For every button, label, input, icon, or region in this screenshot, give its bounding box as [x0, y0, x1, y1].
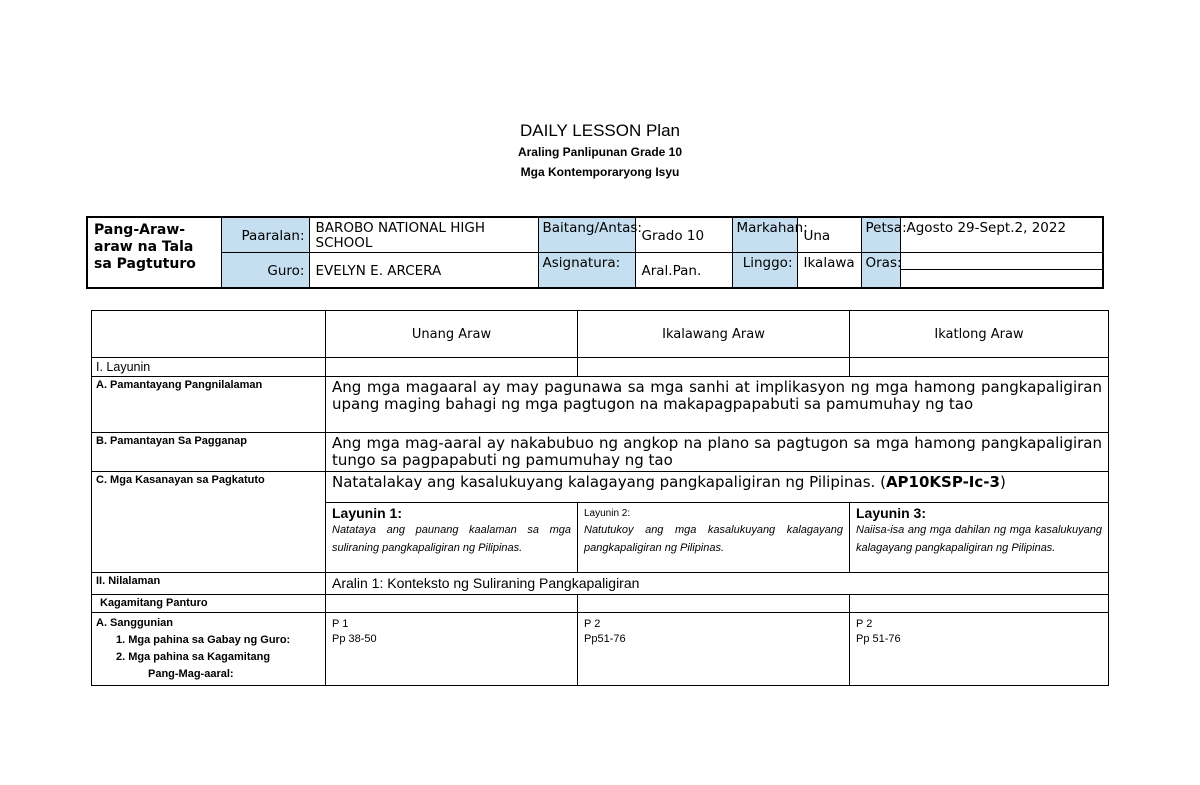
pamantayang-text: Ang mga magaaral ay may pagunawa sa mga sanhi at implikasyon ng mga hamong pangkapaligiran upang maging bahagi ng mga pagtugon na makapagpapabuti sa pamumuhay ng tao — [326, 377, 1109, 433]
document-title: DAILY LESSON Plan — [519, 121, 680, 140]
subject-grade: Araling Panlipunan Grade 10 — [517, 145, 683, 159]
kasanayan-label: C. Mga Kasanayan sa Pagkatuto — [92, 472, 326, 573]
pagganap-label: B. Pamantayan Sa Pagganap — [92, 433, 326, 472]
paaralan-value: BAROBO NATIONAL HIGH SCHOOL — [309, 217, 538, 252]
ref-2-pp: Pp51-76 — [584, 633, 626, 645]
pamantayang-label: A. Pamantayang Pangnilalaman — [92, 377, 326, 433]
objective-1-title: Layunin 1: — [332, 505, 403, 521]
objective-1-text: Natataya ang paunang kaalaman sa mga suliraning pangkapaligiran ng Pilipinas. — [332, 524, 571, 554]
ref-1-p: P 1 — [332, 618, 349, 630]
pagganap-text: Ang mga mag-aaral ay nakabubuo ng angkop na plano sa pagtugon sa mga hamong pangkapaligiran tungo sa pagpapabuti ng pamumuhay ng tao — [326, 433, 1109, 472]
kasanayan-cell — [326, 472, 1109, 503]
corner-cell — [92, 311, 326, 358]
asignatura-value: Aral.Pan. — [635, 252, 732, 288]
oras-value — [900, 252, 1103, 269]
day-2-header: Ikalawang Araw — [578, 311, 850, 358]
objective-2 — [578, 503, 850, 573]
ref-1-pp: Pp 38-50 — [332, 633, 377, 645]
info-table — [86, 216, 1104, 289]
sanggunian-2b: Pang-Mag-aaral: — [148, 668, 234, 680]
sanggunian-1: 1. Mga pahina sa Gabay ng Guro: — [116, 634, 291, 646]
nilalaman-label: II. Nilalaman — [92, 573, 326, 595]
asignatura-label: Asignatura: — [538, 252, 635, 288]
kasanayan-code: AP10KSP-Ic-3 — [885, 473, 1000, 491]
kagamitan-label: Kagamitang Panturo — [92, 595, 326, 613]
objective-3 — [850, 503, 1109, 573]
objective-2-text: Natutukoy ang mga kasalukuyang kalagayang pangkapaligiran ng Pilipinas. — [584, 524, 843, 554]
kasanayan-close: ) — [999, 473, 1006, 491]
petsa-value: Agosto 29-Sept.2, 2022 — [900, 217, 1103, 252]
objective-3-text: Naiisa-isa ang mga dahilan ng mga kasalukuyang kalagayang pangkapaligiran ng Pilipinas. — [856, 524, 1102, 554]
linggo-value: Ikalawa — [797, 252, 861, 288]
objective-3-title: Layunin 3: — [856, 505, 927, 521]
ref-day-3 — [850, 613, 1109, 686]
objective-2-title: Layunin 2: — [584, 508, 631, 519]
paaralan-label: Paaralan: — [221, 217, 309, 252]
baitang-label: Baitang/Antas: — [538, 217, 635, 252]
layunin-label: I. Layunin — [92, 358, 326, 377]
guro-value: EVELYN E. ARCERA — [309, 252, 538, 288]
ref-day-2 — [578, 613, 850, 686]
topic-heading: Mga Kontemporaryong Isyu — [520, 165, 680, 179]
petsa-label: Petsa: — [861, 217, 900, 252]
linggo-label: Linggo: — [732, 252, 797, 288]
ref-2-p: P 2 — [584, 618, 601, 630]
ref-day-1 — [326, 613, 578, 686]
sanggunian-label: A. Sanggunian — [96, 617, 173, 629]
day-1-header: Unang Araw — [326, 311, 578, 358]
oras-value-extra — [900, 269, 1103, 288]
lesson-table — [91, 310, 1109, 686]
kasanayan-text: Natatalakay ang kasalukuyang kalagayang pangkapaligiran ng Pilipinas. ( — [332, 473, 886, 491]
sanggunian-2: 2. Mga pahina sa Kagamitang — [116, 651, 271, 663]
oras-label: Oras: — [861, 252, 900, 288]
sanggunian-cell — [92, 613, 326, 686]
ref-3-pp: Pp 51-76 — [856, 633, 901, 645]
nilalaman-text: Aralin 1: Konteksto ng Suliraning Pangkapaligiran — [326, 573, 1109, 595]
guro-label: Guro: — [221, 252, 309, 288]
day-3-header: Ikatlong Araw — [850, 311, 1109, 358]
baitang-value: Grado 10 — [635, 217, 732, 252]
info-title: Pang-Araw-araw na Tala sa Pagtuturo — [87, 217, 221, 288]
ref-3-p: P 2 — [856, 618, 873, 630]
markahan-value: Una — [797, 217, 861, 252]
objective-1 — [326, 503, 578, 573]
markahan-label: Markahan: — [732, 217, 797, 252]
